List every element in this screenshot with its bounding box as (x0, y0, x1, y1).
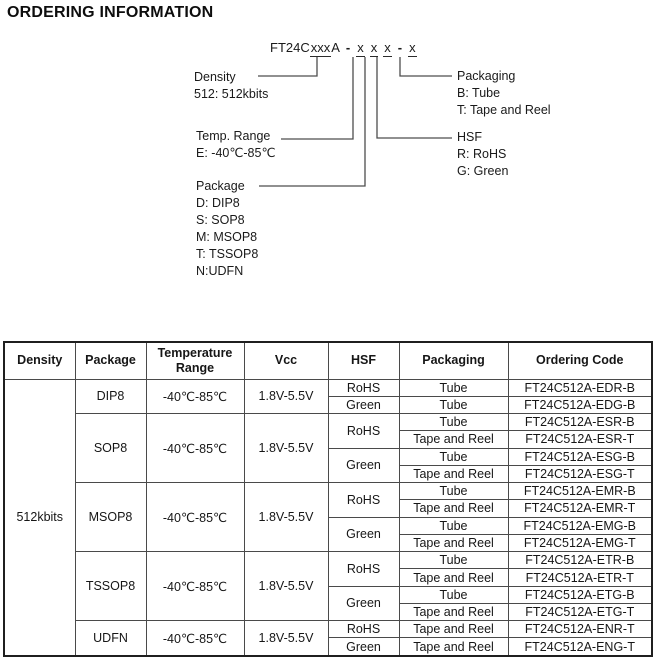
packaging-option: B: Tube (457, 86, 501, 100)
ordering-code-cell: FT24C512A-ETR-T (508, 569, 652, 586)
package-option: N:UDFN (196, 264, 244, 278)
table-row (4, 621, 652, 638)
package-option: M: MSOP8 (196, 230, 258, 244)
part-packaging-code: x (409, 40, 416, 55)
part-series: A (331, 40, 340, 55)
vcc-cell: 1.8V-5.5V (244, 621, 328, 656)
package-option: D: DIP8 (196, 196, 240, 210)
packaging-cell: Tube (399, 586, 508, 603)
vcc-cell: 1.8V-5.5V (244, 414, 328, 483)
hsf-cell: RoHS (328, 483, 399, 518)
package-cell: UDFN (75, 621, 146, 656)
temp-range-callout (196, 128, 276, 162)
ordering-code-cell: FT24C512A-EDR-B (508, 379, 652, 396)
package-callout-title: Package (196, 179, 245, 193)
col-header-temp-range: Temperature Range (146, 342, 244, 379)
ordering-code-cell: FT24C512A-ETG-T (508, 603, 652, 620)
packaging-cell: Tube (399, 379, 508, 396)
packaging-cell: Tape and Reel (399, 621, 508, 638)
vcc-cell: 1.8V-5.5V (244, 552, 328, 621)
vcc-cell: 1.8V-5.5V (244, 379, 328, 414)
packaging-cell: Tube (399, 517, 508, 534)
packaging-cell: Tape and Reel (399, 465, 508, 482)
part-dash-1: - (345, 40, 351, 55)
temp-range-option: E: -40℃-85℃ (196, 146, 276, 160)
packaging-connector-line (400, 57, 452, 76)
part-number-diagram (0, 0, 654, 300)
package-callout (196, 178, 258, 280)
packaging-cell: Tape and Reel (399, 603, 508, 620)
density-option: 512: 512kbits (194, 87, 269, 101)
packaging-callout-title: Packaging (457, 69, 516, 83)
temp-range-cell: -40℃-85℃ (146, 483, 244, 552)
table-header-row (4, 342, 652, 379)
col-header-density: Density (4, 342, 75, 379)
hsf-cell: Green (328, 586, 399, 621)
part-density-code: xxx (310, 40, 331, 55)
hsf-callout (457, 129, 508, 180)
density-cell: 512kbits (4, 379, 75, 656)
hsf-cell: RoHS (328, 414, 399, 449)
hsf-cell: RoHS (328, 552, 399, 587)
table-row (4, 483, 652, 500)
package-cell: TSSOP8 (75, 552, 146, 621)
part-package-code: x (370, 40, 378, 55)
temp-range-callout-title: Temp. Range (196, 129, 271, 143)
packaging-cell: Tape and Reel (399, 534, 508, 551)
package-cell: MSOP8 (75, 483, 146, 552)
ordering-code-cell: FT24C512A-ESR-T (508, 431, 652, 448)
packaging-cell: Tape and Reel (399, 431, 508, 448)
temp-range-cell: -40℃-85℃ (146, 414, 244, 483)
hsf-cell: Green (328, 396, 399, 413)
packaging-option: T: Tape and Reel (457, 103, 551, 117)
ordering-code-cell: FT24C512A-ENG-T (508, 638, 652, 656)
packaging-cell: Tape and Reel (399, 500, 508, 517)
temp-range-connector-line (281, 57, 353, 139)
hsf-cell: RoHS (328, 621, 399, 638)
packaging-cell: Tape and Reel (399, 569, 508, 586)
ordering-code-cell: FT24C512A-ESG-T (508, 465, 652, 482)
part-hsf-code: x (384, 40, 391, 55)
packaging-cell: Tube (399, 396, 508, 413)
ordering-code-cell: FT24C512A-ETG-B (508, 586, 652, 603)
part-number (270, 40, 417, 57)
table-row (4, 552, 652, 569)
ordering-code-cell: FT24C512A-EMR-B (508, 483, 652, 500)
vcc-cell: 1.8V-5.5V (244, 483, 328, 552)
package-cell: DIP8 (75, 379, 146, 414)
package-option: T: TSSOP8 (196, 247, 259, 261)
packaging-cell: Tube (399, 483, 508, 500)
ordering-code-cell: FT24C512A-EMG-T (508, 534, 652, 551)
ordering-code-cell: FT24C512A-ETR-B (508, 552, 652, 569)
ordering-table-body (4, 379, 652, 656)
temp-range-cell: -40℃-85℃ (146, 379, 244, 414)
hsf-cell: Green (328, 448, 399, 483)
packaging-cell: Tube (399, 552, 508, 569)
col-header-package: Package (75, 342, 146, 379)
col-header-hsf: HSF (328, 342, 399, 379)
page-title: ORDERING INFORMATION (7, 4, 214, 21)
temp-range-cell: -40℃-85℃ (146, 552, 244, 621)
ordering-code-cell: FT24C512A-ESG-B (508, 448, 652, 465)
packaging-cell: Tape and Reel (399, 638, 508, 656)
ordering-code-cell: FT24C512A-EMG-B (508, 517, 652, 534)
package-option: S: SOP8 (196, 213, 245, 227)
ordering-code-cell: FT24C512A-ENR-T (508, 621, 652, 638)
package-connector-line (259, 57, 365, 186)
part-temp-code: x (357, 40, 364, 55)
packaging-cell: Tube (399, 414, 508, 431)
hsf-cell: Green (328, 638, 399, 656)
packaging-callout (457, 68, 551, 119)
part-prefix: FT24C (270, 40, 310, 55)
table-row (4, 379, 652, 396)
hsf-callout-title: HSF (457, 130, 482, 144)
package-cell: SOP8 (75, 414, 146, 483)
col-header-vcc: Vcc (244, 342, 328, 379)
temp-range-cell: -40℃-85℃ (146, 621, 244, 656)
col-header-ordering-code: Ordering Code (508, 342, 652, 379)
col-header-packaging: Packaging (399, 342, 508, 379)
ordering-code-cell: FT24C512A-EDG-B (508, 396, 652, 413)
ordering-table (3, 341, 653, 657)
hsf-option: R: RoHS (457, 147, 507, 161)
packaging-cell: Tube (399, 448, 508, 465)
table-row (4, 414, 652, 431)
hsf-cell: RoHS (328, 379, 399, 396)
part-dash-2: - (397, 40, 403, 55)
density-callout-title: Density (194, 70, 236, 84)
density-callout (194, 69, 268, 103)
hsf-cell: Green (328, 517, 399, 552)
ordering-code-cell: FT24C512A-ESR-B (508, 414, 652, 431)
ordering-code-cell: FT24C512A-EMR-T (508, 500, 652, 517)
hsf-connector-line (377, 57, 452, 138)
hsf-option: G: Green (457, 164, 509, 178)
